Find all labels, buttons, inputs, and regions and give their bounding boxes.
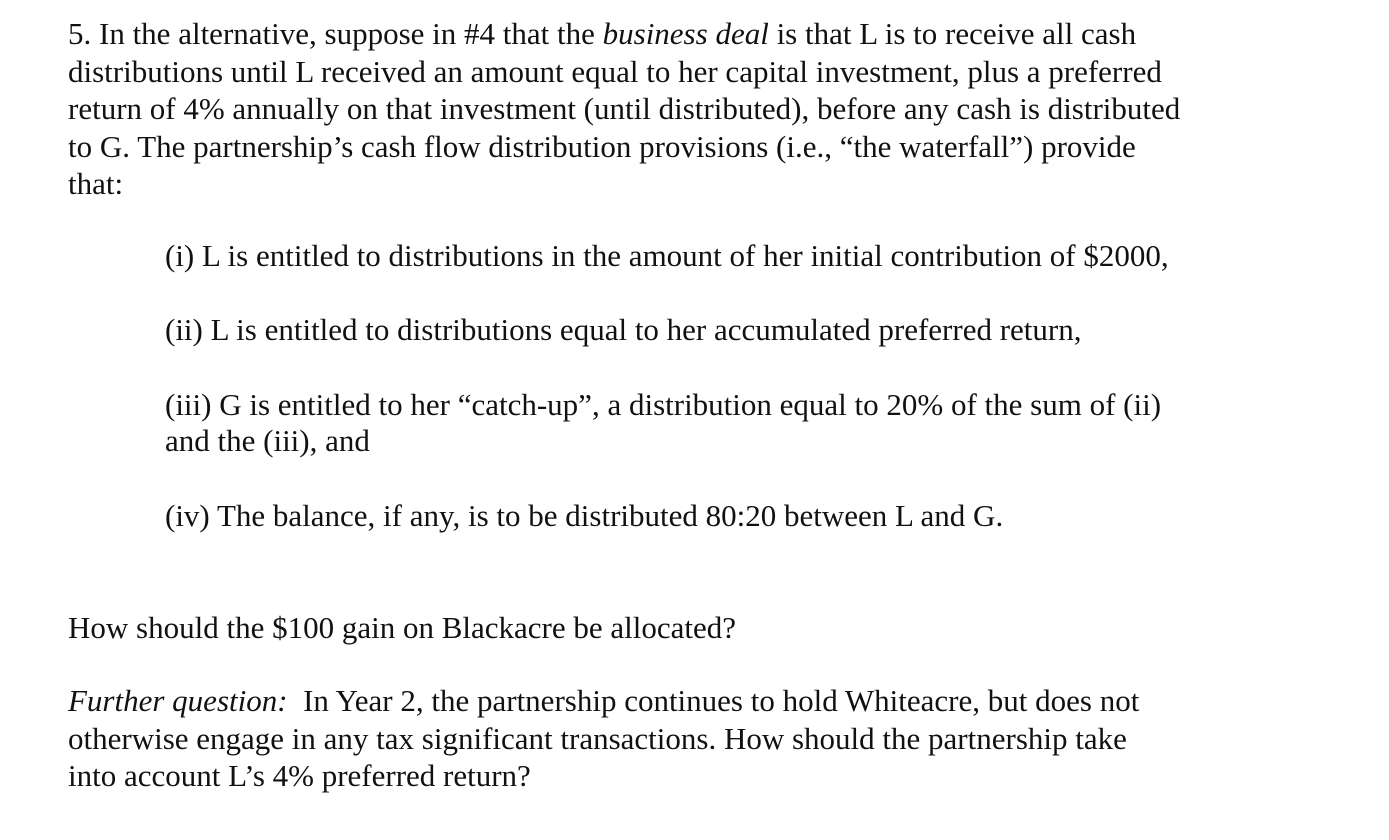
waterfall-item-iv [165,498,1265,534]
waterfall-item-iv-line: (iv) The balance, if any, is to be distributed 80:20 between L and G. [165,498,1004,533]
gain-allocation-question [68,609,1268,647]
waterfall-item-i-line: (i) L is entitled to distributions in the amount of her initial contribution of $2000, [165,238,1169,273]
waterfall-item-ii [165,312,1265,348]
intro-line-4: to G. The partnership’s cash flow distribution provisions (i.e., “the waterfall”) provide [68,128,1136,164]
further-question [68,682,1268,795]
waterfall-item-iii [165,387,1265,459]
further-question-label: Further question: [68,683,288,718]
intro-line-1 [68,15,1268,53]
further-line-1 [68,682,1268,720]
intro-line-3: return of 4% annually on that investment (until distributed), before any cash is distributed [68,91,1181,126]
problem-intro [68,15,1268,203]
intro-text-before-emphasis: 5. In the alternative, suppose in #4 that the [68,16,603,51]
business-deal-emphasis: business deal [602,16,769,51]
intro-line-2: distributions until L received an amount equal to her capital investment, plus a preferred [68,53,1162,89]
intro-line-5: that: [68,166,124,201]
waterfall-item-iii-line-1: (iii) G is entitled to her “catch-up”, a distribution equal to 20% of the sum of (ii) [165,387,1162,422]
waterfall-item-i [165,238,1265,274]
waterfall-item-ii-line: (ii) L is entitled to distributions equal to her accumulated preferred return, [165,312,1082,347]
waterfall-item-iii-line-2: and the (iii), and [165,423,370,458]
further-line-1-text: In Year 2, the partnership continues to hold Whiteacre, but does not [287,683,1140,718]
further-line-2: otherwise engage in any tax significant transactions. How should the partnership take [68,720,1127,756]
question-line: How should the $100 gain on Blackacre be allocated? [68,610,736,645]
intro-text-after-emphasis: is that L is to receive all cash [768,16,1137,51]
further-line-3: into account L’s 4% preferred return? [68,758,531,793]
